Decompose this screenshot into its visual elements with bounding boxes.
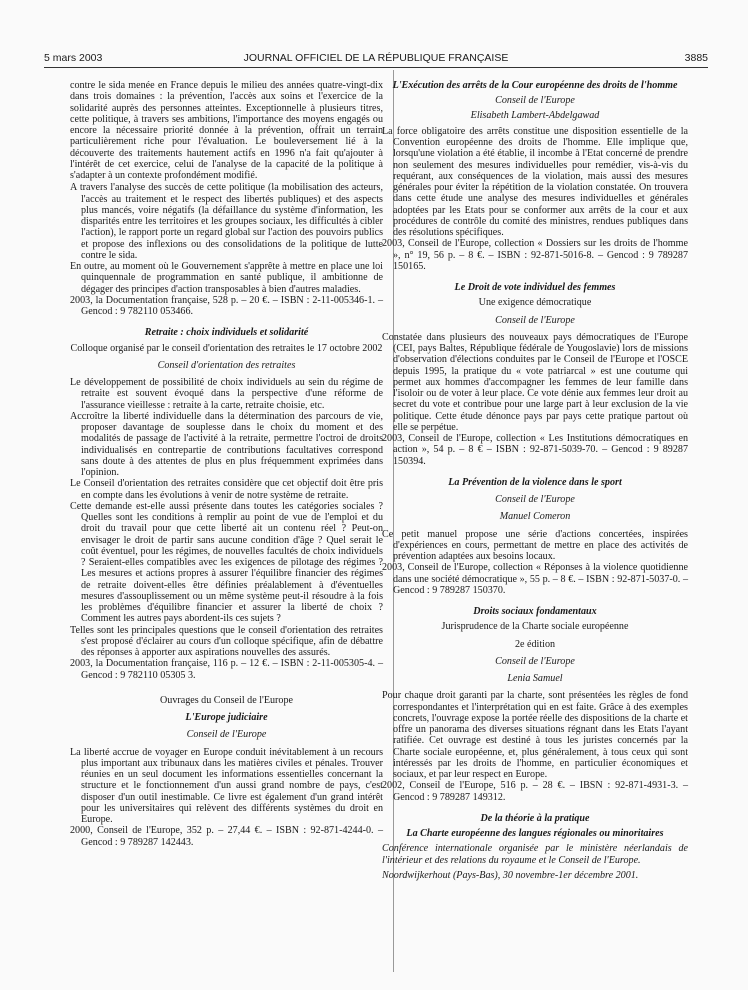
paragraph: Ce petit manuel propose une série d'actions concertées, inspirées d'expériences en cours, permettant de mettre en place des activités de prévention adaptées aux besoins locaux.	[382, 528, 688, 562]
section-subtitle: Jurisprudence de la Charte sociale européenne	[441, 621, 629, 633]
section-author: Conseil d'orientation des retraites	[157, 359, 296, 371]
section-author: Conseil de l'Europe	[495, 494, 575, 505]
author-name: Lenia Samuel	[507, 673, 563, 684]
paragraph: En outre, au moment où le Gouvernement s'apprête à mettre en place une loi quinquennale de programmation en santé publique, il ambitionne de dégager des principes d'action transposables à bien d'autres maladies.	[70, 261, 383, 295]
header-page-number: 3885	[684, 52, 708, 64]
paragraph: Pour chaque droit garanti par la charte, sont présentées les règles de fond correspondantes et l'interprétation qui en est faite. Grâce à des exemples concrets, l'ouvrage expose la portée réelle des dispositions de la charte et offre un panorama des diverses situations régnant dans les Etats l'ayant ratifiée. Cet ouvrage est destiné à tous les juristes concernés par la Charte sociale européenne, et, plus généralement, à tous ceux qui sont intéressés par les droits de l'homme, en particulier économiques et sociaux, et par leur respect en Europe.	[382, 690, 688, 780]
paragraph: A travers l'analyse des succès de cette politique (la mobilisation des acteurs, l'accès au traitement et le respect des libertés publiques) et des aspects plus mancés, voire négatifs (la défaillance du système d'information, les disparités entre les territoires et les groupes sociaux, les difficultés à cibler l'action), le rapport porte un regard global sur l'action des pouvoirs publics et propose des inflexions ou des consolidations de la politique de lutte contre le sida.	[70, 182, 383, 261]
author-name: Manuel Comeron	[499, 511, 571, 523]
paragraph: Constatée dans plusieurs des nouveaux pays démocratiques de l'Europe (CEI, pays Baltes, République fédérale de Yougoslavie) lors de missions d'observation d'élections conduites par le Conseil de l'Europe et l'OSCE depuis 1995, la pratique du « vote patriarcal » est une coutume qui permet aux hommes d'accompagner les femmes de leur famille dans l'isoloir ou de voter à leur place. Ce vote dénie aux femmes leur droit au secret du vote et contribue pour une large part à leur exclusion de la vie politique. Cette étude dénonce pays par pays cette pratique partout où elle se perpétue.	[382, 331, 688, 433]
header-journal-title: JOURNAL OFFICIEL DE LA RÉPUBLIQUE FRANÇAISE	[243, 52, 509, 64]
publication-reference: 2003, Conseil de l'Europe, collection « Dossiers sur les droits de l'homme », n° 19, 56 p. – 8 €. – ISBN : 92-871-5016-8. – Gencod : 9 789287 150165.	[382, 238, 688, 272]
section-author: Conseil de l'Europe	[495, 314, 575, 326]
author-name: Elisabeth Lambert-Abdelgawad	[470, 109, 600, 121]
paragraph: La liberté accrue de voyager en Europe conduit inévitablement à un recours plus important aux tribunaux dans les matières civiles et pénales. Trouver réunies en un seul document les informations essentielles concernant la structure et le fonctionnement d'un aussi grand nombre de pays, c'est disposer d'un outil inestimable. Ce livre est également d'un grand intérêt pour les universitaires qui relèvent des différents systèmes du droit en Europe.	[70, 746, 383, 825]
paragraph: Cette demande est-elle aussi présente dans toutes les catégories sociales ? Quelles sont les conditions à remplir au point de vue de l'emploi et du droit du travail pour que cette liberté ait un contenu réel ? Peut-on envisager le droit de partir sans aucune condition d'âge ? Quel serait le coût éventuel, pour les régimes, de nouvelles facultés de choix individuels ? Seraient-elles compatibles avec les exigences de pilotage des régimes ? Les mesures et actions propres à assurer l'équilibre financier des régimes de retraite doivent-elles être définies préalablement à d'éventuelles mesures d'assouplissement ou un même système peut-il résoudre à la fois les problèmes d'équilibre financier et assurer la liberté de choix ? Comment les autres pays abordent-ils ces sujets ?	[70, 500, 383, 625]
publication-reference: 2002, Conseil de l'Europe, 516 p. – 28 €. – IBSN : 92-871-4931-3. – Gencod : 9 789287 149312.	[382, 780, 688, 803]
publication-reference: 2003, la Documentation française, 528 p. – 20 €. – ISBN : 2-11-005346-1. – Gencod : 9 782110 053466.	[70, 294, 383, 317]
section-heading: Ouvrages du Conseil de l'Europe	[159, 694, 293, 706]
paragraph: Le Conseil d'orientation des retraites considère que cet objectif doit être pris en compte dans les évolutions à venir de notre système de retraite.	[70, 478, 383, 501]
left-column	[70, 80, 383, 848]
section-title: L'Exécution des arrêts de la Cour européenne des droits de l'homme	[392, 80, 678, 91]
section-title: Le Droit de vote individuel des femmes	[454, 282, 616, 293]
section-title: L'Europe judiciaire	[185, 712, 268, 723]
publication-reference: 2000, Conseil de l'Europe, 352 p. – 27,44 €. – ISBN : 92-871-4244-0. – Gencod : 9 789287 142443.	[70, 825, 383, 848]
paragraph: contre le sida menée en France depuis le milieu des années quatre-vingt-dix dans trois domaines : la prévention, l'accès aux soins et l'exercice de la solidarité auprès des personnes atteintes. Exceptionnelle à plusieurs titres, cette politique, à travers ses ambitions, l'importance des moyens engagés ou encore la nécessaire priorité donnée à la prévention, offrait un terrain particulièrement riche pour l'évaluation. Le bouleversement lié à la découverte des traitements hautement actifs en 1996 n'a fait qu'ajouter à l'intérêt de cet exercice, celui de l'analyse de la capacité de la politique à s'adapter à un contexte profondément modifié.	[70, 80, 383, 181]
paragraph: Accroître la liberté individuelle dans la détermination des parcours de vie, proposer davantage de souplesse dans le choix du moment et des modalités de passage de l'activité à la retraite, permettre l'octroi de droits individualisés en contrepartie de contributions facultatives correspond sans doute à des attentes de plus en plus fréquemment exprimées dans l'opinion.	[70, 410, 383, 478]
section-title: Droits sociaux fondamentaux	[473, 606, 597, 617]
paragraph: Telles sont les principales questions que le conseil d'orientation des retraites s'est proposé d'éclairer au cours d'un colloque spécifique, afin de débattre des réponses à apporter aux aspirations nouvelles des assurés.	[70, 624, 383, 658]
section-title: La Prévention de la violence dans le sport	[448, 476, 622, 488]
section-title: De la théorie à la pratique	[480, 812, 590, 824]
publication-reference: 2003, la Documentation française, 116 p. – 12 €. – ISBN : 2-11-005305-4. – Gencod : 9 782110 05305 3.	[70, 658, 383, 681]
header-date: 5 mars 2003	[44, 52, 103, 64]
section-subtitle: Une exigence démocratique	[478, 297, 592, 309]
section-subtitle: Colloque organisé par le conseil d'orientation des retraites le 17 octobre 2002	[70, 342, 383, 354]
page-header	[44, 52, 708, 66]
section-title: La Charte européenne des langues régionales ou minoritaires	[406, 828, 664, 839]
section-author: Conseil de l'Europe	[495, 95, 575, 107]
paragraph: Le développement de possibilité de choix individuels au sein du régime de retraite est souvent évoqué dans la perspective d'une réforme de l'assurance vieillesse : retraite à la carte, retraite choisie, etc.	[70, 377, 383, 411]
header-rule	[44, 67, 708, 68]
paragraph: La force obligatoire des arrêts constitue une disposition essentielle de la Convention européenne des droits de l'homme. Elle implique que, lorsqu'une violation a été établie, il incombe à l'Etat concerné de prendre non seulement des mesures individuelles pour remédier, vis-à-vis du requérant, aux conséquences de la violation, mais aussi des mesures générales pour éviter la répétition de la violation constatée. On trouvera dans cette étude une analyse des mesures individuelles et générales adoptées par les Etats pour se conformer aux arrêts de la cour et aux procédures de contrôle du comité des ministres, rendues publiques dans des résolutions spécifiques.	[382, 125, 688, 238]
section-title: Retraite : choix individuels et solidarité	[144, 327, 309, 339]
edition-label: 2e édition	[514, 638, 556, 650]
section-author: Conseil de l'Europe	[495, 655, 575, 667]
conference-location: Noordwijkerhout (Pays-Bas), 30 novembre-1er décembre 2001.	[382, 869, 639, 881]
section-author: Conseil de l'Europe	[186, 729, 267, 741]
right-column	[382, 80, 688, 881]
publication-reference: 2003, Conseil de l'Europe, collection « Les Institutions démocratiques en action », 54 p. – 8 € – ISBN : 92-871-5039-70. – Gencod : 9 89287 150394.	[382, 433, 688, 467]
publication-reference: 2003, Conseil de l'Europe, collection « Réponses à la violence quotidienne dans une société démocratique », 55 p. – 8 €. – ISBN : 92-871-5037-0. – Gencod : 9 789287 150370.	[382, 562, 688, 596]
conference-note: Conférence internationale organisée par le ministère néerlandais de l'intérieur et des relations du royaume et le Conseil de l'Europe.	[382, 843, 688, 866]
